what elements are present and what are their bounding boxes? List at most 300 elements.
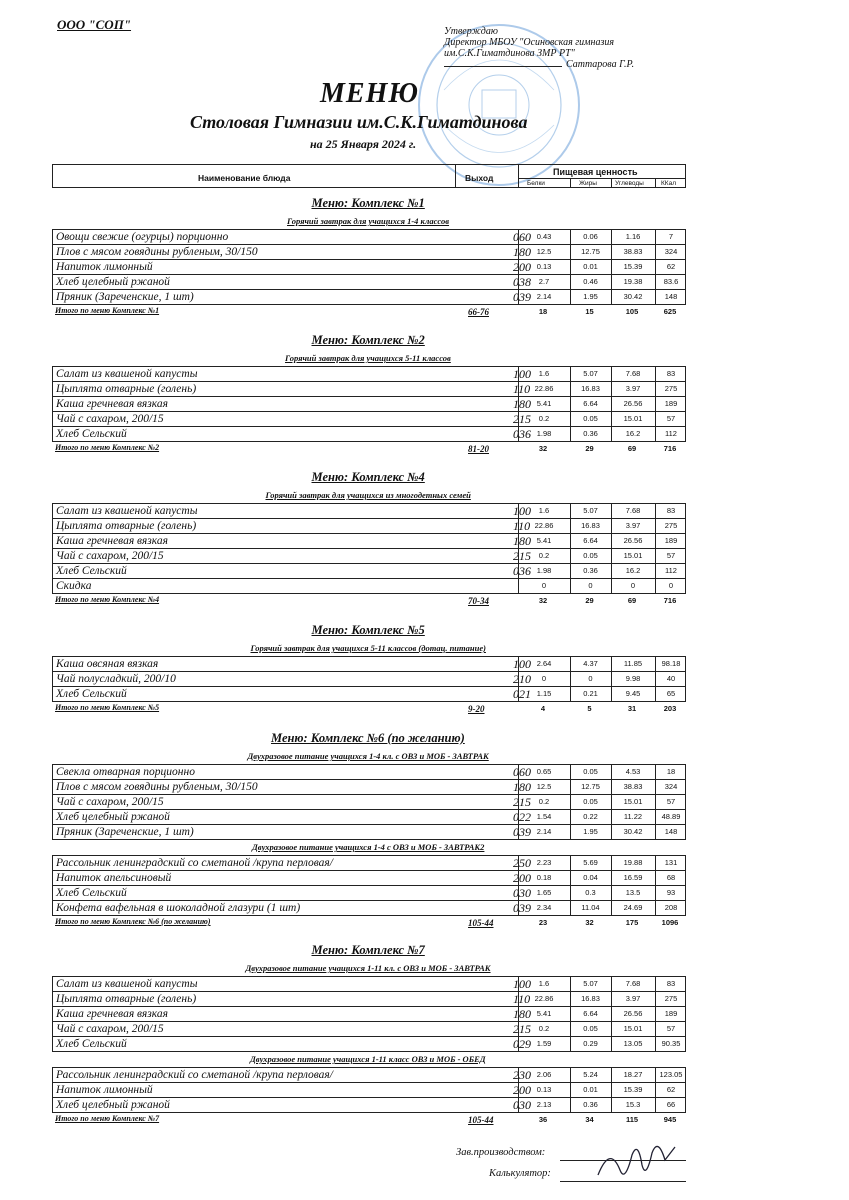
menu-row: [52, 795, 686, 810]
dish-name: Пряник (Зареченские, 1 шт): [56, 826, 194, 838]
dish-name: Овощи свежие (огурцы) порционно: [56, 231, 229, 243]
menu-row: [52, 1083, 686, 1098]
nutrition-carbs: 0: [630, 581, 636, 590]
dish-output: 215: [513, 412, 531, 426]
nutrition-kcal: 324: [664, 247, 678, 256]
dish-output: 200: [513, 260, 531, 274]
dish-name: Хлеб Сельский: [56, 688, 127, 700]
total-fat: 32: [585, 918, 594, 927]
dish-output: 022: [513, 810, 531, 824]
dish-output: 230: [513, 1068, 531, 1082]
nutrition-fat: 0.04: [583, 873, 598, 882]
nutrition-fat: 12.75: [581, 782, 600, 791]
nutrition-fat: 16.83: [581, 384, 600, 393]
dish-output: 039: [513, 825, 531, 839]
group-title: Двухразовое питание учащихся 1-11 класс ОВЗ и МОБ - ОБЕД: [250, 1054, 486, 1064]
nutrition-protein: 1.65: [536, 888, 552, 897]
nutrition-fat: 0.21: [583, 689, 598, 698]
menu-row: [52, 503, 686, 519]
total-fat: 5: [587, 704, 592, 713]
nutrition-carbs: 15.3: [625, 1100, 641, 1109]
menu-row: [52, 687, 686, 702]
nutrition-protein: 2.7: [538, 277, 550, 286]
nutrition-kcal: 83.6: [663, 277, 679, 286]
nutrition-protein: 2.34: [536, 903, 552, 912]
dish-name: Чай с сахаром, 200/15: [56, 1023, 164, 1035]
dish-name: Каша гречневая вязкая: [56, 398, 168, 410]
header-protein: Белки: [527, 180, 545, 187]
nutrition-carbs: 7.68: [625, 979, 641, 988]
dish-output: 110: [513, 992, 531, 1006]
dish-name: Напиток апельсиновый: [56, 872, 172, 884]
total-output: 81-20: [468, 444, 489, 454]
nutrition-fat: 0: [588, 674, 593, 683]
nutrition-fat: 0.05: [583, 767, 598, 776]
nutrition-carbs: 9.45: [625, 689, 641, 698]
nutrition-carbs: 15.01: [623, 1024, 643, 1033]
menu-row: [52, 564, 686, 579]
nutrition-carbs: 9.98: [625, 674, 641, 683]
total-protein: 23: [538, 918, 548, 927]
nutrition-protein: 0: [541, 581, 547, 590]
nutrition-protein: 0.2: [538, 414, 550, 423]
menu-row: [52, 855, 686, 871]
nutrition-fat: 0: [588, 581, 593, 590]
nutrition-carbs: 7.68: [625, 506, 641, 515]
total-kcal: 716: [663, 444, 677, 453]
nutrition-protein: 22.86: [534, 384, 554, 393]
dish-output: 039: [513, 290, 531, 304]
dish-name: Цыплята отварные (голень): [56, 520, 197, 532]
menu-row: [52, 366, 686, 382]
section-total: [52, 703, 686, 716]
dish-name: Салат из квашеной капусты: [56, 505, 198, 517]
nutrition-protein: 2.64: [536, 659, 552, 668]
nutrition-protein: 2.06: [536, 1070, 552, 1079]
nutrition-fat: 4.37: [583, 659, 598, 668]
nutrition-kcal: 83: [666, 506, 676, 515]
menu-row: [52, 976, 686, 992]
nutrition-kcal: 275: [664, 521, 678, 530]
dish-name: Чай с сахаром, 200/15: [56, 413, 164, 425]
group-title: Двухразовое питание учащихся 1-11 кл. с ОВЗ и МОБ - ЗАВТРАК: [245, 963, 491, 973]
nutrition-carbs: 15.39: [623, 1085, 643, 1094]
total-label: Итого по меню Комплекс №2: [55, 443, 160, 452]
dish-name: Конфета вафельная в шоколадной глазури (1 шт): [56, 902, 301, 914]
nutrition-fat: 11.04: [581, 903, 600, 912]
nutrition-protein: 0.13: [536, 1085, 552, 1094]
dish-name: Чай с сахаром, 200/15: [56, 796, 164, 808]
nutrition-fat: 0.36: [583, 429, 598, 438]
approval-signature-line: [444, 66, 562, 67]
dish-output: 180: [513, 534, 531, 548]
group-title: Горячий завтрак для учащихся 1-4 классов: [287, 216, 450, 226]
nutrition-fat: 0.29: [583, 1039, 598, 1048]
section-total: [52, 443, 686, 456]
nutrition-kcal: 148: [664, 292, 678, 301]
dish-name: Плов с мясом говядины рубленым, 30/150: [56, 781, 258, 793]
dish-output: 030: [513, 1098, 531, 1112]
dish-output: 039: [513, 901, 531, 915]
menu-row: [52, 871, 686, 886]
nutrition-protein: 5.41: [536, 536, 552, 545]
dish-output: 215: [513, 795, 531, 809]
approval-signer: Саттарова Г.Р.: [566, 59, 635, 70]
dish-name: Плов с мясом говядины рубленым, 30/150: [56, 246, 258, 258]
nutrition-protein: 12.5: [536, 782, 552, 791]
nutrition-fat: 0.05: [583, 1024, 598, 1033]
dish-name: Салат из квашеной капусты: [56, 368, 198, 380]
nutrition-protein: 0.2: [538, 551, 550, 560]
group-title: Горячий завтрак для учащихся 5-11 классов: [285, 353, 451, 363]
menu-row: [52, 1067, 686, 1083]
nutrition-carbs: 15.01: [623, 797, 643, 806]
approval-line-2: Директор МБОУ "Осиновская гимназия: [444, 37, 615, 48]
total-carbs: 69: [627, 596, 637, 605]
menu-row: [52, 780, 686, 795]
nutrition-carbs: 3.97: [625, 521, 641, 530]
nutrition-protein: 0.2: [538, 797, 550, 806]
group-title: Горячий завтрак для учащихся 5-11 классов (дотац. питание): [250, 643, 486, 653]
menu-row: [52, 672, 686, 687]
menu-row: [52, 1098, 686, 1113]
header-kcal: ККал: [661, 180, 676, 187]
dish-output: 200: [513, 871, 531, 885]
nutrition-carbs: 16.59: [623, 873, 643, 882]
total-label: Итого по меню Комплекс №6 (по желанию): [55, 917, 211, 926]
nutrition-kcal: 93: [666, 888, 676, 897]
total-kcal: 1096: [661, 918, 679, 927]
dish-output: 029: [513, 1037, 531, 1051]
header-fat: Жиры: [579, 180, 597, 187]
nutrition-kcal: 189: [664, 536, 678, 545]
total-output: 66-76: [468, 307, 489, 317]
total-protein: 4: [540, 704, 546, 713]
section-title: Меню: Комплекс №1: [311, 196, 425, 210]
total-fat: 15: [585, 307, 594, 316]
total-kcal: 625: [663, 307, 677, 316]
dish-name: Пряник (Зареченские, 1 шт): [56, 291, 194, 303]
nutrition-kcal: 148: [664, 827, 678, 836]
nutrition-kcal: 68: [666, 873, 676, 882]
dish-name: Рассольник ленинградский со сметаной /крупа перловая/: [56, 857, 333, 869]
nutrition-protein: 0.13: [536, 262, 552, 271]
menu-row: [52, 1022, 686, 1037]
dish-output: 210: [513, 672, 531, 686]
nutrition-kcal: 98.18: [661, 659, 681, 668]
nutrition-fat: 1.95: [583, 292, 598, 301]
nutrition-kcal: 324: [664, 782, 678, 791]
nutrition-kcal: 7: [668, 232, 674, 241]
nutrition-kcal: 57: [666, 414, 676, 423]
handwritten-signature: [590, 1135, 680, 1190]
menu-row: [52, 992, 686, 1007]
total-protein: 32: [538, 444, 548, 453]
nutrition-carbs: 26.56: [623, 1009, 643, 1018]
menu-row: [52, 245, 686, 260]
total-fat: 29: [585, 444, 594, 453]
dish-output: 038: [513, 275, 531, 289]
nutrition-kcal: 112: [665, 566, 677, 575]
section-title: Меню: Комплекс №5: [311, 623, 425, 637]
nutrition-protein: 0.65: [536, 767, 552, 776]
nutrition-kcal: 57: [666, 1024, 676, 1033]
nutrition-protein: 2.23: [536, 858, 552, 867]
nutrition-carbs: 38.83: [623, 247, 643, 256]
table-header: [52, 164, 686, 188]
nutrition-protein: 1.54: [536, 812, 552, 821]
dish-name: Салат из квашеной капусты: [56, 978, 198, 990]
page-subtitle: Столовая Гимназии им.С.К.Гиматдинова: [190, 112, 528, 132]
nutrition-fat: 0.36: [583, 566, 598, 575]
nutrition-carbs: 19.88: [623, 858, 643, 867]
menu-row: [52, 825, 686, 840]
dish-name: Напиток лимонный: [56, 1084, 153, 1096]
dish-output: 060: [513, 230, 531, 244]
nutrition-kcal: 57: [666, 551, 676, 560]
total-output: 70-34: [468, 596, 489, 606]
total-carbs: 69: [627, 444, 637, 453]
header-nutrition: Пищевая ценность: [553, 167, 638, 177]
total-label: Итого по меню Комплекс №7: [55, 1114, 160, 1123]
total-protein: 18: [538, 307, 548, 316]
section-title: Меню: Комплекс №7: [311, 943, 425, 957]
nutrition-carbs: 15.39: [623, 262, 643, 271]
nutrition-carbs: 7.68: [625, 369, 641, 378]
nutrition-carbs: 13.05: [623, 1039, 643, 1048]
dish-output: 021: [513, 687, 531, 701]
nutrition-protein: 0.2: [538, 1024, 550, 1033]
dish-name: Хлеб целебный ржаной: [56, 276, 170, 288]
dish-output: 180: [513, 780, 531, 794]
nutrition-carbs: 15.01: [623, 414, 643, 423]
nutrition-protein: 5.41: [536, 399, 552, 408]
menu-row: [52, 656, 686, 672]
nutrition-protein: 12.5: [536, 247, 552, 256]
approval-line-1: Утверждаю: [444, 26, 498, 37]
menu-row: [52, 534, 686, 549]
nutrition-fat: 0.01: [583, 262, 598, 271]
dish-name: Рассольник ленинградский со сметаной /крупа перловая/: [56, 1069, 333, 1081]
dish-output: 110: [513, 519, 531, 533]
nutrition-carbs: 1.16: [625, 232, 641, 241]
nutrition-carbs: 4.53: [625, 767, 641, 776]
nutrition-fat: 0.46: [583, 277, 598, 286]
section-title: Меню: Комплекс №2: [311, 333, 425, 347]
total-output: 105-44: [468, 918, 494, 928]
header-output: Выход: [465, 173, 494, 183]
nutrition-protein: 0.43: [536, 232, 552, 241]
nutrition-kcal: 275: [664, 384, 678, 393]
nutrition-kcal: 275: [664, 994, 678, 1003]
nutrition-protein: 1.6: [538, 369, 550, 378]
approval-line-3: им.С.К.Гиматдинова ЗМР РТ": [444, 48, 575, 59]
nutrition-carbs: 16.2: [625, 566, 641, 575]
menu-row: [52, 579, 686, 594]
nutrition-protein: 0.18: [536, 873, 552, 882]
dish-output: 060: [513, 765, 531, 779]
nutrition-fat: 0.3: [585, 888, 596, 897]
menu-row: [52, 260, 686, 275]
nutrition-carbs: 3.97: [625, 384, 641, 393]
nutrition-protein: 2.14: [536, 292, 552, 301]
menu-row: [52, 1037, 686, 1052]
dish-output: 100: [513, 367, 531, 381]
nutrition-fat: 0.22: [583, 812, 598, 821]
total-output: 9-20: [468, 704, 485, 714]
menu-date: на 25 Января 2024 г.: [310, 137, 417, 151]
dish-output: 036: [513, 427, 531, 441]
nutrition-kcal: 189: [664, 399, 678, 408]
dish-output: 180: [513, 245, 531, 259]
dish-name: Чай с сахаром, 200/15: [56, 550, 164, 562]
total-output: 105-44: [468, 1115, 494, 1125]
nutrition-carbs: 24.69: [623, 903, 643, 912]
nutrition-kcal: 208: [664, 903, 678, 912]
nutrition-protein: 5.41: [536, 1009, 552, 1018]
section-title: Меню: Комплекс №6 (по желанию): [271, 731, 465, 745]
nutrition-carbs: 26.56: [623, 536, 643, 545]
nutrition-kcal: 48.89: [661, 812, 681, 821]
header-carbs: Углеводы: [615, 180, 644, 187]
menu-row: [52, 290, 686, 305]
nutrition-protein: 22.86: [534, 994, 554, 1003]
total-carbs: 31: [627, 704, 637, 713]
nutrition-carbs: 19.38: [623, 277, 643, 286]
total-carbs: 175: [625, 918, 639, 927]
nutrition-kcal: 112: [665, 429, 677, 438]
dish-name: Хлеб Сельский: [56, 428, 127, 440]
total-carbs: 115: [625, 1115, 639, 1124]
total-kcal: 716: [663, 596, 677, 605]
dish-name: Хлеб целебный ржаной: [56, 811, 170, 823]
nutrition-carbs: 38.83: [623, 782, 643, 791]
nutrition-fat: 6.64: [583, 536, 598, 545]
nutrition-kcal: 62: [666, 262, 676, 271]
total-kcal: 203: [663, 704, 677, 713]
dish-output: 036: [513, 564, 531, 578]
dish-output: 215: [513, 1022, 531, 1036]
dish-name: Хлеб целебный ржаной: [56, 1099, 170, 1111]
menu-row: [52, 382, 686, 397]
nutrition-kcal: 189: [664, 1009, 678, 1018]
total-fat: 29: [585, 596, 594, 605]
menu-row: [52, 275, 686, 290]
total-kcal: 945: [663, 1115, 677, 1124]
total-label: Итого по меню Комплекс №1: [55, 306, 160, 315]
section-total: [52, 1114, 686, 1127]
nutrition-carbs: 26.56: [623, 399, 643, 408]
group-title: Горячий завтрак для учащихся из многодетных семей: [265, 490, 471, 500]
nutrition-carbs: 16.2: [625, 429, 641, 438]
dish-name: Цыплята отварные (голень): [56, 383, 197, 395]
dish-name: Напиток лимонный: [56, 261, 153, 273]
nutrition-kcal: 83: [666, 979, 676, 988]
total-protein: 32: [538, 596, 548, 605]
nutrition-protein: 2.13: [536, 1100, 552, 1109]
group-title: Двухразовое питание учащихся 1-4 с ОВЗ и МОБ - ЗАВТРАК2: [252, 842, 485, 852]
dish-name: Чай полусладкий, 200/10: [56, 673, 176, 685]
approval-block: [444, 26, 674, 70]
dish-name: Хлеб Сельский: [56, 565, 127, 577]
section-total: [52, 595, 686, 608]
menu-row: [52, 764, 686, 780]
group-title: Двухразовое питание учащихся 1-4 кл. с ОВЗ и МОБ - ЗАВТРАК: [247, 751, 489, 761]
nutrition-fat: 16.83: [581, 994, 600, 1003]
company-name: ООО "СОП": [57, 17, 132, 32]
nutrition-kcal: 40: [666, 674, 676, 683]
nutrition-kcal: 83: [666, 369, 676, 378]
dish-output: 200: [513, 1083, 531, 1097]
dish-name: Каша овсяная вязкая: [56, 658, 159, 670]
nutrition-carbs: 3.97: [625, 994, 641, 1003]
nutrition-kcal: 65: [666, 689, 676, 698]
nutrition-protein: 1.59: [536, 1039, 552, 1048]
menu-row: [52, 886, 686, 901]
nutrition-fat: 0.36: [583, 1100, 598, 1109]
nutrition-carbs: 18.27: [623, 1070, 643, 1079]
nutrition-fat: 16.83: [581, 521, 600, 530]
nutrition-fat: 6.64: [583, 399, 598, 408]
menu-row: [52, 397, 686, 412]
dish-output: 100: [513, 504, 531, 518]
menu-row: [52, 810, 686, 825]
nutrition-fat: 0.06: [583, 232, 598, 241]
nutrition-fat: 5.24: [583, 1070, 598, 1079]
dish-output: 100: [513, 977, 531, 991]
nutrition-carbs: 11.85: [623, 659, 643, 668]
total-carbs: 105: [625, 307, 639, 316]
page-title: МЕНЮ: [320, 78, 419, 109]
nutrition-protein: 22.86: [534, 521, 554, 530]
nutrition-carbs: 30.42: [623, 292, 643, 301]
nutrition-kcal: 123.05: [659, 1070, 683, 1079]
nutrition-kcal: 0: [668, 581, 674, 590]
total-protein: 36: [538, 1115, 548, 1124]
nutrition-kcal: 131: [664, 858, 678, 867]
dish-output: 250: [513, 856, 531, 870]
nutrition-protein: 1.98: [536, 429, 552, 438]
nutrition-fat: 0.01: [583, 1085, 598, 1094]
dish-output: 100: [513, 657, 531, 671]
menu-row: [52, 549, 686, 564]
dish-name: Каша гречневая вязкая: [56, 535, 168, 547]
dish-output: 180: [513, 1007, 531, 1021]
nutrition-fat: 5.07: [583, 506, 598, 515]
nutrition-fat: 5.07: [583, 369, 598, 378]
nutrition-fat: 12.75: [581, 247, 600, 256]
dish-name: Цыплята отварные (голень): [56, 993, 197, 1005]
section-total: [52, 306, 686, 319]
menu-row: [52, 901, 686, 916]
nutrition-kcal: 90.35: [661, 1039, 681, 1048]
menu-row: [52, 412, 686, 427]
nutrition-fat: 0.05: [583, 551, 598, 560]
nutrition-protein: 1.6: [538, 506, 550, 515]
dish-name: Свекла отварная порционно: [56, 766, 195, 778]
nutrition-kcal: 66: [666, 1100, 676, 1109]
dish-name: Скидка: [56, 580, 92, 592]
nutrition-fat: 5.69: [583, 858, 598, 867]
nutrition-carbs: 15.01: [623, 551, 643, 560]
nutrition-protein: 1.15: [536, 689, 552, 698]
section-total: [52, 917, 686, 930]
nutrition-fat: 6.64: [583, 1009, 598, 1018]
total-label: Итого по меню Комплекс №4: [55, 595, 160, 604]
nutrition-carbs: 13.5: [625, 888, 641, 897]
header-dish-name: Наименование блюда: [198, 173, 291, 183]
nutrition-protein: 0: [541, 674, 547, 683]
